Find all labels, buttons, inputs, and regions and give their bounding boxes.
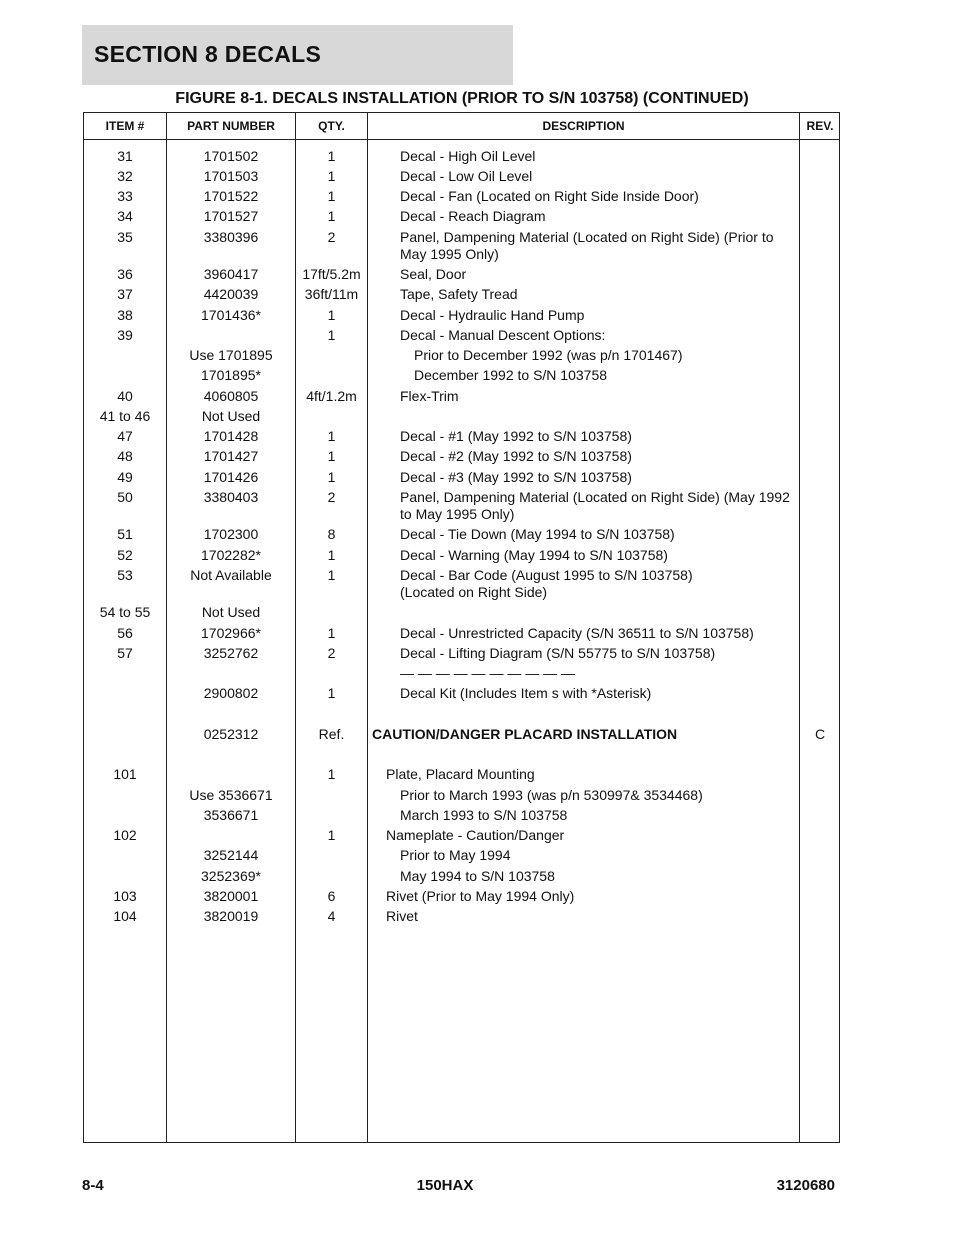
quantity-cell: 1 [327, 766, 336, 782]
quantity-cell: 1 [327, 208, 336, 224]
part-number-cell: 3252144 [203, 847, 259, 863]
part-number-cell: 1701427 [203, 448, 259, 464]
item-number-cell: 37 [117, 286, 133, 302]
part-number-cell: Use 1701895 [189, 347, 273, 363]
quantity-cell: 1 [327, 547, 336, 563]
part-number-cell: 4420039 [203, 286, 259, 302]
quantity-cell: 1 [327, 307, 336, 323]
part-number-cell: 0252312 [203, 726, 259, 742]
item-number-cell: 32 [117, 168, 133, 184]
item-number-cell: 36 [117, 266, 133, 282]
part-number-cell: 1702282* [201, 547, 261, 563]
item-number-cell: 57 [117, 645, 133, 661]
part-number-cell: 3536671 [203, 807, 259, 823]
footer-doc-number: 3120680 [776, 1177, 835, 1194]
item-number-cell: 54 to 55 [99, 604, 151, 620]
description-cell: Decal - Tie Down (May 1994 to S/N 103758) [400, 526, 675, 542]
part-number-cell: 1701895* [201, 367, 261, 383]
description-cell: — — — — — — — — — — [400, 665, 576, 681]
item-number-cell: 49 [117, 469, 133, 485]
item-number-cell: 31 [117, 148, 133, 164]
quantity-cell: 4 [327, 908, 336, 924]
part-number-cell: 1702300 [203, 526, 259, 542]
quantity-cell: 1 [327, 469, 336, 485]
part-number-cell: 3820001 [203, 888, 259, 904]
description-cell: Decal - Reach Diagram [400, 208, 546, 224]
quantity-cell: 1 [327, 567, 336, 583]
quantity-cell: 2 [327, 645, 336, 661]
description-cell: Decal - Bar Code (August 1995 to S/N 103758) (Located on Right Side) [400, 567, 693, 600]
footer-model: 150HAX [416, 1177, 474, 1194]
description-cell: Panel, Dampening Material (Located on Right Side) (Prior to May 1995 Only) [400, 229, 774, 262]
description-cell: Decal - Fan (Located on Right Side Inside Door) [400, 188, 699, 204]
quantity-cell: 1 [327, 168, 336, 184]
quantity-cell: 4ft/1.2m [306, 388, 357, 404]
section-header [82, 25, 513, 85]
description-cell: Decal - Manual Descent Options: [400, 327, 606, 343]
part-number-cell: 1702966* [201, 625, 261, 641]
item-number-cell: 47 [117, 428, 133, 444]
item-number-cell: 39 [117, 327, 133, 343]
quantity-cell: 36ft/11m [304, 286, 359, 302]
part-number-cell: 1701527 [203, 208, 259, 224]
quantity-cell: 1 [327, 428, 336, 444]
quantity-cell: 1 [327, 188, 336, 204]
part-number-cell: 1701428 [203, 428, 259, 444]
item-number-cell: 53 [117, 567, 133, 583]
description-cell: Tape, Safety Tread [400, 286, 518, 302]
header-divider [84, 139, 839, 140]
item-number-cell: 48 [117, 448, 133, 464]
item-number-cell: 104 [113, 908, 137, 924]
description-cell: Flex-Trim [400, 388, 459, 404]
part-number-cell: Not Available [190, 567, 272, 583]
description-cell: Decal - High Oil Level [400, 148, 536, 164]
part-number-cell: 1701436* [201, 307, 261, 323]
item-number-cell: 50 [117, 489, 133, 505]
description-cell: December 1992 to S/N 103758 [414, 367, 608, 383]
section-title: SECTION 8 DECALS [94, 41, 322, 67]
quantity-cell: 6 [327, 888, 336, 904]
description-cell: Decal - #2 (May 1992 to S/N 103758) [400, 448, 632, 464]
description-cell: Rivet (Prior to May 1994 Only) [386, 888, 575, 904]
description-cell: Panel, Dampening Material (Located on Right Side) (May 1992 to May 1995 Only) [400, 489, 790, 522]
part-number-cell: 2900802 [203, 685, 259, 701]
part-number-cell: 1701522 [203, 188, 259, 204]
description-cell: Plate, Placard Mounting [386, 766, 535, 782]
footer-page-number: 8-4 [82, 1177, 104, 1194]
quantity-cell: Ref. [318, 726, 345, 742]
quantity-cell: 1 [327, 625, 336, 641]
item-number-cell: 35 [117, 229, 133, 245]
item-number-cell: 102 [113, 827, 137, 843]
description-cell: Decal - #1 (May 1992 to S/N 103758) [400, 428, 632, 444]
quantity-cell: 1 [327, 685, 336, 701]
quantity-cell: 1 [327, 827, 336, 843]
quantity-cell: 1 [327, 448, 336, 464]
description-cell: Decal - Lifting Diagram (S/N 55775 to S/N 103758) [400, 645, 716, 661]
part-number-cell: 3380396 [203, 229, 259, 245]
item-number-cell: 33 [117, 188, 133, 204]
item-number-cell: 51 [117, 526, 133, 542]
part-number-cell: 3252762 [203, 645, 259, 661]
description-cell: Decal - Low Oil Level [400, 168, 533, 184]
quantity-cell: 2 [327, 229, 336, 245]
item-number-cell: 101 [113, 766, 137, 782]
description-cell: Prior to December 1992 (was p/n 1701467) [414, 347, 683, 363]
part-number-cell: 3960417 [203, 266, 259, 282]
parts-table [83, 112, 840, 1143]
part-number-cell: 3820019 [203, 908, 259, 924]
quantity-cell: 2 [327, 489, 336, 505]
description-cell: Nameplate - Caution/Danger [386, 827, 565, 843]
description-cell: Decal Kit (Includes Item s with *Asterisk) [400, 685, 652, 701]
description-cell: Prior to May 1994 [400, 847, 511, 863]
part-number-cell: 1701502 [203, 148, 259, 164]
description-cell: Rivet [386, 908, 418, 924]
description-cell: Seal, Door [400, 266, 467, 282]
item-number-cell: 56 [117, 625, 133, 641]
description-cell: Decal - Warning (May 1994 to S/N 103758) [400, 547, 668, 563]
description-cell: Prior to March 1993 (was p/n 530997& 3534468) [400, 787, 703, 803]
item-number-cell: 40 [117, 388, 133, 404]
part-number-cell: Not Used [201, 408, 261, 424]
item-number-cell: 38 [117, 307, 133, 323]
part-number-cell: 1701503 [203, 168, 259, 184]
column-divider [367, 113, 368, 1142]
description-cell: Decal - Hydraulic Hand Pump [400, 307, 585, 323]
column-header-rev: REV. [806, 119, 834, 133]
item-number-cell: 103 [113, 888, 137, 904]
item-number-cell: 41 to 46 [99, 408, 151, 424]
revision-cell: C [814, 726, 826, 742]
column-header-item: ITEM # [105, 119, 145, 133]
item-number-cell: 52 [117, 547, 133, 563]
quantity-cell: 17ft/5.2m [302, 266, 361, 282]
description-cell: CAUTION/DANGER PLACARD INSTALLATION [372, 726, 678, 742]
part-number-cell: Use 3536671 [189, 787, 273, 803]
column-header-qty: QTY. [318, 119, 345, 133]
description-cell: March 1993 to S/N 103758 [400, 807, 568, 823]
part-number-cell: 1701426 [203, 469, 259, 485]
part-number-cell: 4060805 [203, 388, 259, 404]
description-cell: Decal - Unrestricted Capacity (S/N 36511 to S/N 103758) [400, 625, 754, 641]
column-header-description: DESCRIPTION [542, 119, 625, 133]
item-number-cell: 34 [117, 208, 133, 224]
part-number-cell: 3252369* [201, 868, 261, 884]
quantity-cell: 8 [327, 526, 336, 542]
part-number-cell: 3380403 [203, 489, 259, 505]
part-number-cell: Not Used [201, 604, 261, 620]
column-header-part-number: PART NUMBER [187, 119, 275, 133]
quantity-cell: 1 [327, 327, 336, 343]
figure-title: FIGURE 8-1. DECALS INSTALLATION (PRIOR TO S/N 103758) (CONTINUED) [175, 90, 749, 107]
description-cell: Decal - #3 (May 1992 to S/N 103758) [400, 469, 632, 485]
description-cell: May 1994 to S/N 103758 [400, 868, 555, 884]
quantity-cell: 1 [327, 148, 336, 164]
